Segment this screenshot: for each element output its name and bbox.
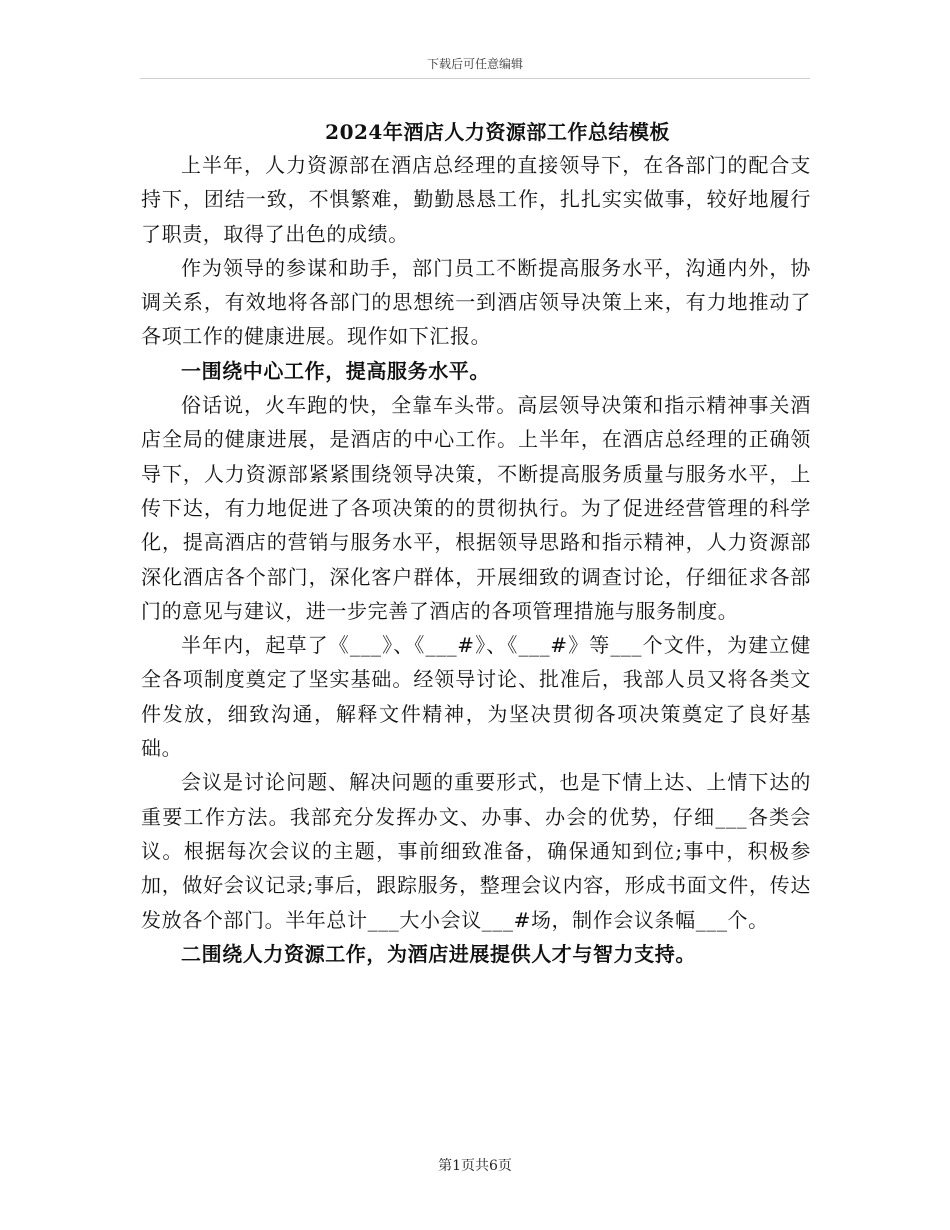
section-heading: 二围绕人力资源工作，为酒店进展提供人才与智力支持。 (181, 941, 696, 966)
document-body (141, 148, 811, 971)
header-divider (140, 78, 810, 79)
page-indicator: 第1页共6页 (438, 1158, 512, 1174)
paragraph: 会议是讨论问题、解决问题的重要形式，也是下情上达、上情下达的重要工作方法。我部充分发挥办文、办事、办会的优势，仔细___各类会议。根据每次会议的主题，事前细致准备，确保通知到位;事中，积极参加，做好会议记录;事后，跟踪服务，整理会议内容，形成书面文件，传达发放各个部门。半年总计___大小会议___#场，制作会议条幅___个。 (141, 770, 811, 932)
header-note: 下载后可任意编辑 (426, 57, 523, 71)
paragraph: 半年内，起草了《___》、《___#》、《___#》等___个文件，为建立健全各项制度奠定了坚实基础。经领导讨论、批准后，我部人员又将各类文件发放，细致沟通，解释文件精神，为坚决贯彻各项决策奠定了良好基础。 (141, 633, 811, 761)
section-heading: 一围绕中心工作，提高服务水平。 (181, 358, 490, 383)
document-title: 2024年酒店人力资源部工作总结模板 (325, 120, 670, 144)
paragraph: 俗话说，火车跑的快，全靠车头带。高层领导决策和指示精神事关酒店全局的健康进展，是酒店的中心工作。上半年，在酒店总经理的正确领导下，人力资源部紧紧围绕领导决策，不断提高服务质量与服务水平，上传下达，有力地促进了各项决策的的贯彻执行。为了促进经营管理的科学化，提高酒店的营销与服务水平，根据领导思路和指示精神，人力资源部深化酒店各个部门，深化客户群体，开展细致的调查讨论，仔细征求各部门的意见与建议，进一步完善了酒店的各项管理措施与服务制度。 (141, 393, 811, 623)
paragraph: 上半年，人力资源部在酒店总经理的直接领导下，在各部门的配合支持下，团结一致，不惧繁难，勤勤恳恳工作，扎扎实实做事，较好地履行了职责，取得了出色的成绩。 (141, 153, 811, 246)
paragraph: 作为领导的参谋和助手，部门员工不断提高服务水平，沟通内外，协调关系，有效地将各部门的思想统一到酒店领导决策上来，有力地推动了各项工作的健康进展。现作如下汇报。 (141, 255, 811, 349)
